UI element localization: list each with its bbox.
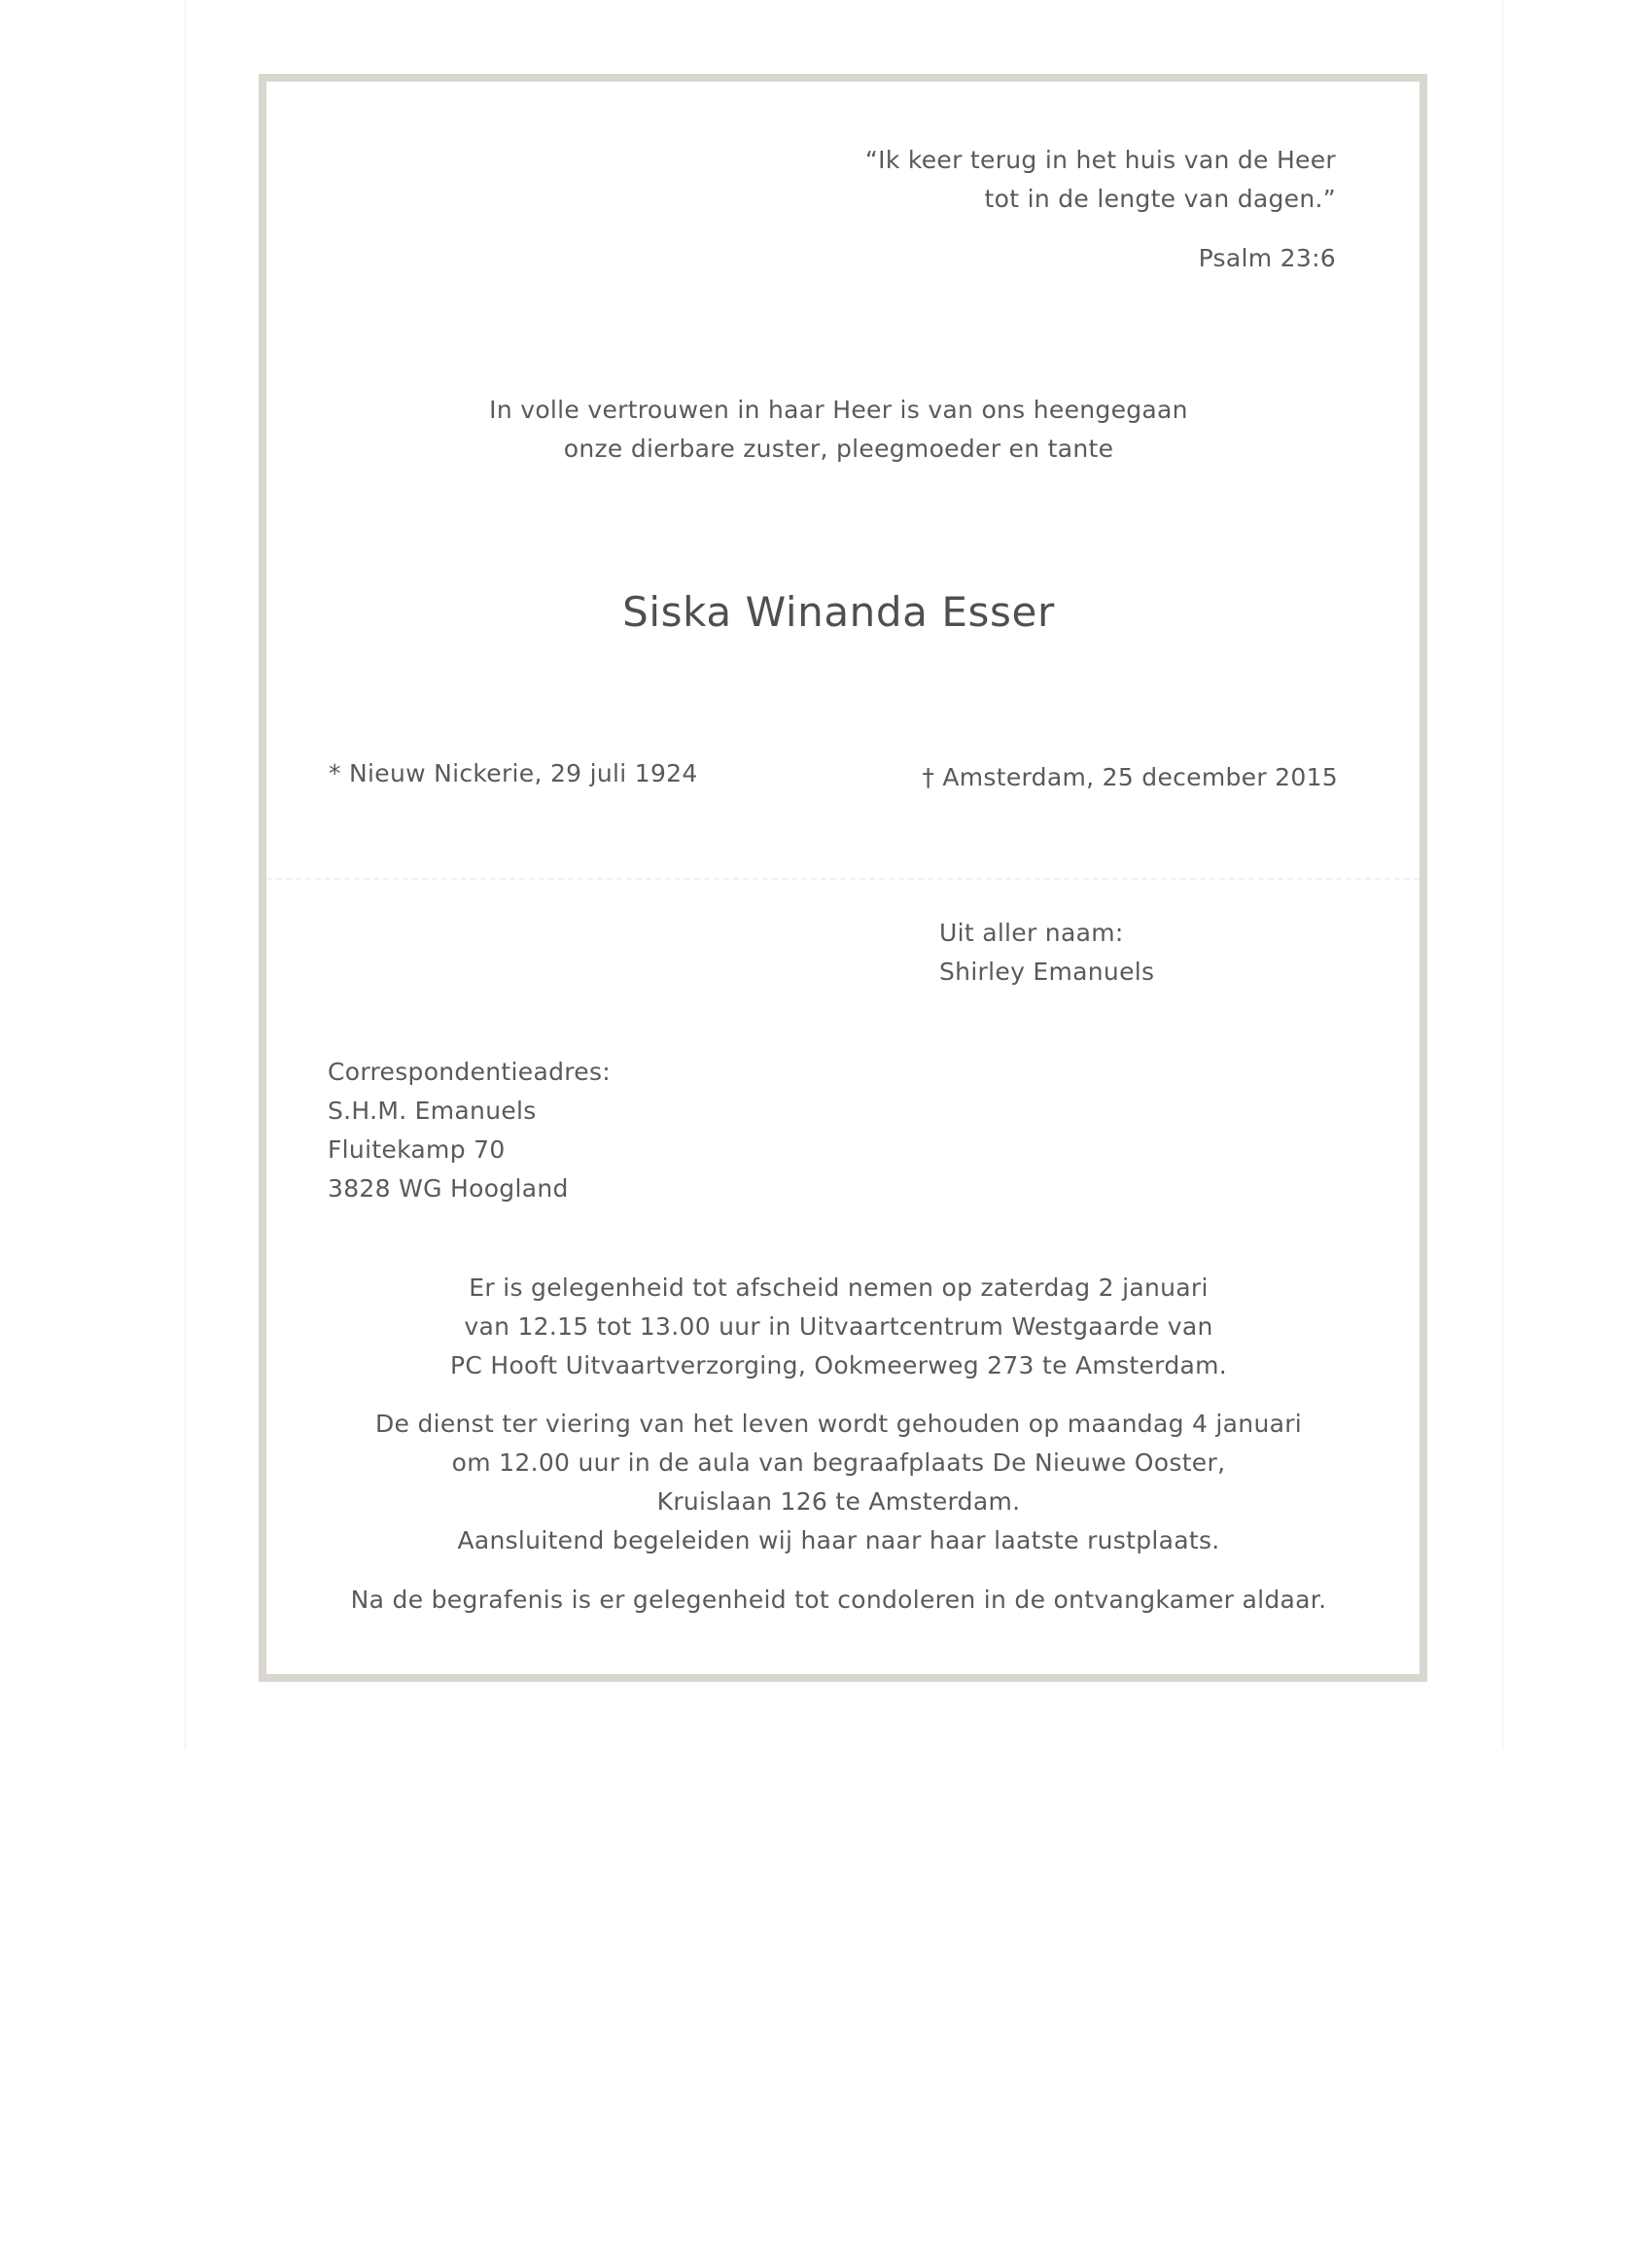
intro-line: In volle vertrouwen in haar Heer is van ons heengegaan xyxy=(489,396,1188,424)
service-line: Kruislaan 126 te Amsterdam. xyxy=(656,1487,1021,1516)
quote-line: tot in de lengte van dagen.” xyxy=(984,185,1336,213)
fold-line xyxy=(266,878,1420,880)
correspondence-address xyxy=(328,1053,611,1208)
service-line: Aansluitend begeleiden wij haar naar haar laatste rustplaats. xyxy=(457,1526,1220,1554)
service-line: De dienst ter viering van het leven wordt gehouden op maandag 4 januari xyxy=(374,1410,1303,1438)
bible-quote xyxy=(865,141,1336,219)
address-line: S.H.M. Emanuels xyxy=(328,1097,537,1125)
correspondence-label: Correspondentieadres: xyxy=(328,1058,612,1086)
farewell-line: PC Hooft Uitvaartverzorging, Ookmeerweg 273 te Amsterdam. xyxy=(449,1351,1228,1379)
service-line: om 12.00 uur in de aula van begraafplaats De Nieuwe Ooster, xyxy=(451,1448,1226,1477)
farewell-text xyxy=(0,1269,1649,1385)
signature-name: Shirley Emanuels xyxy=(939,958,1155,986)
signature-block xyxy=(939,914,1154,992)
farewell-line: van 12.15 tot 13.00 uur in Uitvaartcentrum Westgaarde van xyxy=(464,1312,1213,1341)
death-date: † Amsterdam, 25 december 2015 xyxy=(922,763,1338,791)
service-text xyxy=(0,1405,1649,1560)
farewell-line: Er is gelegenheid tot afscheid nemen op zaterdag 2 januari xyxy=(469,1274,1209,1302)
address-line: Fluitekamp 70 xyxy=(328,1135,506,1164)
address-line: 3828 WG Hoogland xyxy=(328,1174,569,1203)
birth-date: * Nieuw Nickerie, 29 juli 1924 xyxy=(329,759,698,787)
intro-line: onze dierbare zuster, pleegmoeder en tante xyxy=(563,435,1114,463)
quote-line: “Ik keer terug in het huis van de Heer xyxy=(864,146,1336,174)
deceased-name: Siska Winanda Esser xyxy=(622,588,1055,636)
condolence-text: Na de begrafenis is er gelegenheid tot condoleren in de ontvangkamer aldaar. xyxy=(350,1586,1327,1614)
quote-reference: Psalm 23:6 xyxy=(1198,244,1336,272)
intro-text xyxy=(0,391,1649,469)
signature-label: Uit aller naam: xyxy=(939,919,1124,947)
